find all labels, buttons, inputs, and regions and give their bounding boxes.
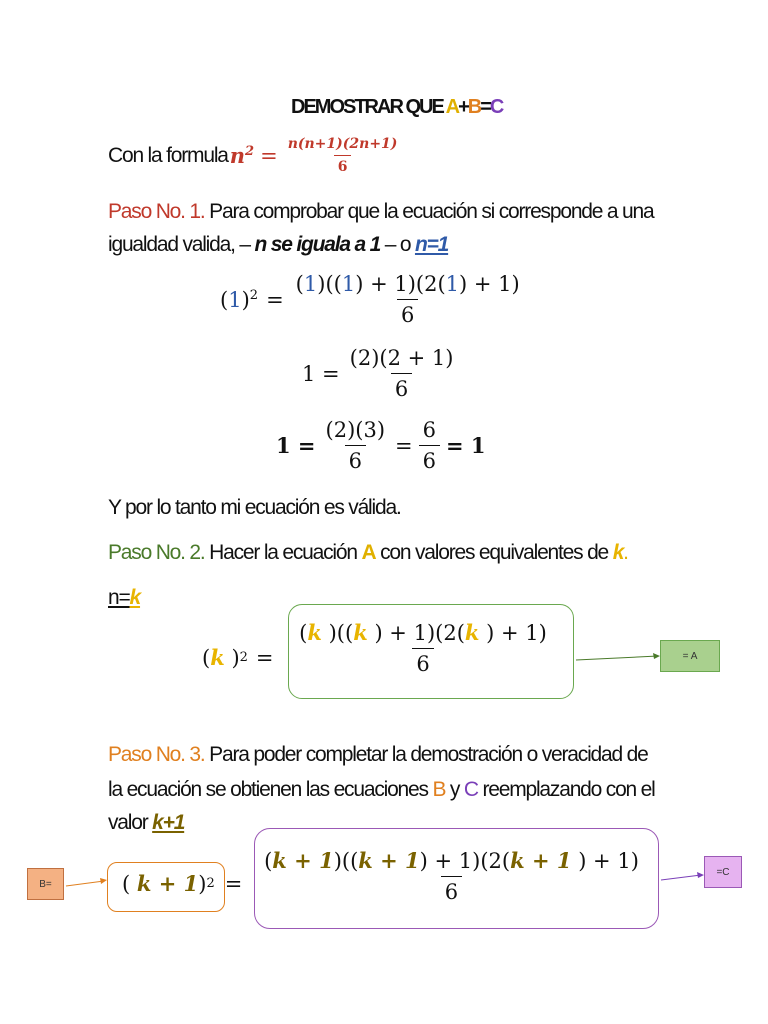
formula-intro: Con la formula [108,143,228,167]
paso1-text2d: n=1 [414,233,449,256]
paso2-a: A [361,541,376,564]
paso1-line1 [108,200,653,224]
formula-lhs: $n^2$ [229,143,255,168]
equation-1 [220,272,524,327]
label-a-box: = A [660,640,720,672]
equation-2 [302,346,457,401]
paso2-label: Paso No. 2. [108,541,205,564]
paso3-line2 [108,778,655,802]
title-c: C [489,96,503,118]
paso3-text3a: valor [108,811,153,834]
n-eq-text: n= [108,586,130,609]
title-plus: + [458,96,468,118]
eq1-fraction: $\frac{(1)((1) + 1)(2(1) + 1)}{6}$ [295,272,520,327]
paso3-text2c: reemplazando con el [477,778,655,801]
eq3-lhs: 1 = [276,433,316,458]
eq3-fraction-2: $\frac{6}{6}$ [419,418,440,473]
equation-c-fraction: $\frac{(k + 1)((k + 1) + 1)(2(k + 1 ) + 1)}{6}$ [264,848,639,904]
paso1-text2b: n se iguala a 1 [254,233,381,256]
title-eq: = [480,96,490,118]
paso1-label: Paso No. 1. [108,200,205,223]
paso3-label: Paso No. 3. [108,743,205,766]
title-b: B [467,96,481,118]
equation-a-fraction: $\frac{(k )((k ) + 1)(2(k ) + 1)}{6}$ [299,620,547,676]
paso3-line1 [108,743,648,767]
arrow-to-a [574,648,664,668]
paso3-text2a: la ecuación se obtienen las ecuaciones [108,778,433,801]
eq3-fraction-1: $\frac{(2)(3)}{6}$ [325,418,386,473]
paso1-text1: Para comprobar que la ecuación si corresponde a una [204,200,654,223]
conclusion-text: Y por lo tanto mi ecuación es válida. [108,496,401,519]
paso3-c: C [463,778,478,801]
equation-3 [276,418,486,473]
arrow-to-c [659,868,709,888]
paso1-text2c: – o [380,233,415,256]
formula-line [108,136,401,175]
formula-fraction: $\frac{n(n+1)(2n+1)}{6}$ [287,136,398,175]
eq1-lhs: $(1)^2$ [220,287,259,312]
n-eq-k: k [129,586,141,609]
paso1-text2a: igualdad valida, – [108,233,255,256]
paso3-b: B [432,778,446,801]
formula-eq: = [260,143,278,168]
paso3-text1: Para poder completar la demostración o veracidad de [204,743,648,766]
page-title [291,96,502,119]
eq2-lhs: 1 = [302,361,340,386]
paso3-text3b: k+1 [152,811,185,834]
paso2-k: k [612,541,624,564]
arrow-from-b [64,872,110,892]
eq3-eq: = [395,433,413,458]
label-b-box: B= [27,868,64,900]
paso3-text2b: y [445,778,464,801]
paso3-line3 [108,811,184,835]
paso2-line [108,541,628,565]
eq1-eq: = [266,287,284,312]
eq3-rhs: = 1 [446,433,486,458]
n-equals-k [108,586,140,610]
paso2-dot: . [623,541,628,564]
label-c-box: =C [704,856,742,888]
paso1-line2 [108,233,448,257]
paso2-text2: con valores equivalentes de [375,541,613,564]
paso2-text1: Hacer la ecuación [204,541,362,564]
equation-a-lhs: ( k ) 2 = [202,645,274,670]
title-a: A [445,96,459,118]
title-prefix: DEMOSTRAR QUE [291,96,446,118]
eq2-fraction: $\frac{(2)(2 + 1)}{6}$ [349,346,454,401]
equation-b-lhs: ( k + 1 ) 2 = [122,871,243,896]
